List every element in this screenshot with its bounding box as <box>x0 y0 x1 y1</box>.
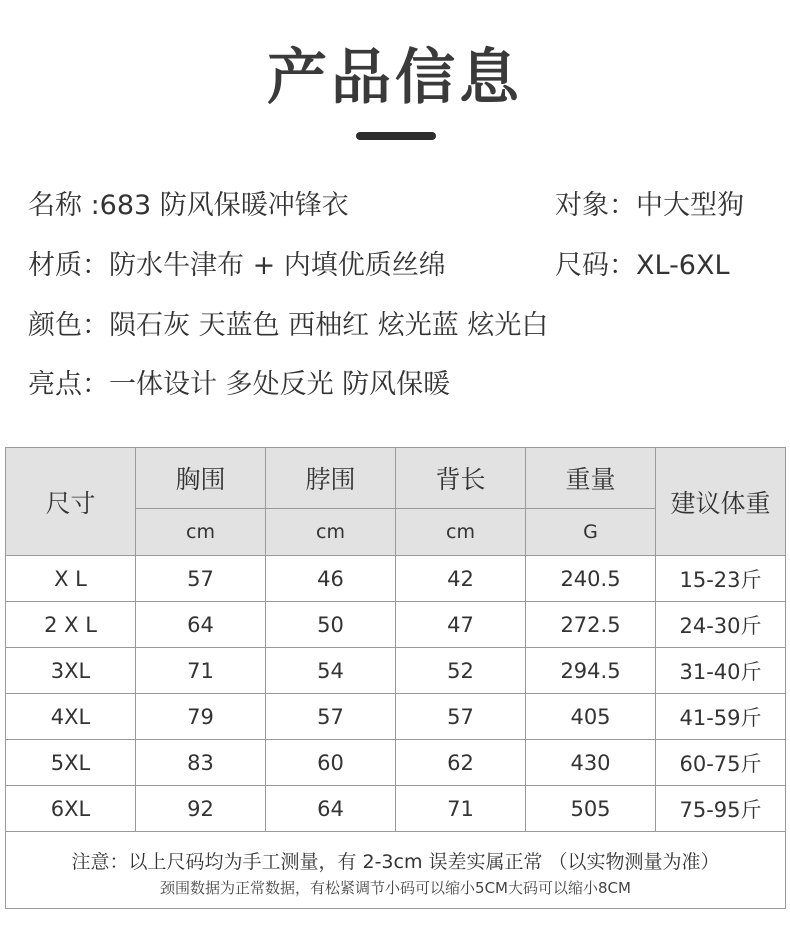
cell-weight: 430 <box>526 740 656 786</box>
table-row <box>6 602 786 648</box>
unit-chest: cm <box>136 509 266 556</box>
cell-back-length: 57 <box>396 694 526 740</box>
cell-chest: 92 <box>136 786 266 832</box>
cell-back-length: 52 <box>396 648 526 694</box>
info-colors: 颜色：陨石灰 天蓝色 西柚红 炫光蓝 炫光白 <box>28 310 549 341</box>
table-row <box>6 740 786 786</box>
cell-suggested-weight: 41-59斤 <box>656 694 786 740</box>
cell-suggested-weight: 31-40斤 <box>656 648 786 694</box>
table-note <box>6 832 786 909</box>
size-table <box>5 447 786 909</box>
cell-suggested-weight: 60-75斤 <box>656 740 786 786</box>
cell-neck: 60 <box>266 740 396 786</box>
cell-chest: 71 <box>136 648 266 694</box>
unit-back-length: cm <box>396 509 526 556</box>
header-chest: 胸围 <box>136 448 266 509</box>
table-row <box>6 786 786 832</box>
cell-chest: 57 <box>136 556 266 602</box>
cell-weight: 405 <box>526 694 656 740</box>
title-underline <box>356 132 436 140</box>
cell-suggested-weight: 75-95斤 <box>656 786 786 832</box>
cell-weight: 240.5 <box>526 556 656 602</box>
info-highlights: 亮点：一体设计 多处反光 防风保暖 <box>28 369 451 400</box>
cell-back-length: 47 <box>396 602 526 648</box>
info-size-range: 尺码：XL-6XL <box>555 250 730 281</box>
cell-back-length: 71 <box>396 786 526 832</box>
cell-weight: 294.5 <box>526 648 656 694</box>
cell-back-length: 42 <box>396 556 526 602</box>
table-row <box>6 694 786 740</box>
cell-neck: 57 <box>266 694 396 740</box>
neck-adjust-note: 颈围数据为正常数据，有松紧调节小码可以缩小5CM大码可以缩小8CM <box>160 879 631 897</box>
page-title: 产品信息 <box>267 43 523 113</box>
info-name: 名称 :683 防风保暖冲锋衣 <box>28 190 349 221</box>
cell-size: 3XL <box>6 648 136 694</box>
cell-chest: 79 <box>136 694 266 740</box>
info-material: 材质：防水牛津布 + 内填优质丝绵 <box>28 250 446 281</box>
cell-weight: 272.5 <box>526 602 656 648</box>
cell-back-length: 62 <box>396 740 526 786</box>
cell-neck: 46 <box>266 556 396 602</box>
header-back-length: 背长 <box>396 448 526 509</box>
cell-neck: 50 <box>266 602 396 648</box>
cell-suggested-weight: 24-30斤 <box>656 602 786 648</box>
measurement-note: 注意：以上尺码均为手工测量，有 2-3cm 误差实属正常 （以实物测量为准） <box>71 851 720 873</box>
header-weight: 重量 <box>526 448 656 509</box>
cell-neck: 64 <box>266 786 396 832</box>
table-row <box>6 556 786 602</box>
unit-weight: G <box>526 509 656 556</box>
header-neck: 脖围 <box>266 448 396 509</box>
info-target: 对象：中大型狗 <box>555 190 744 221</box>
cell-chest: 83 <box>136 740 266 786</box>
cell-chest: 64 <box>136 602 266 648</box>
header-suggested-weight: 建议体重 <box>656 448 786 556</box>
cell-weight: 505 <box>526 786 656 832</box>
cell-size: 2 X L <box>6 602 136 648</box>
header-size: 尺寸 <box>6 448 136 556</box>
unit-neck: cm <box>266 509 396 556</box>
cell-size: X L <box>6 556 136 602</box>
cell-size: 5XL <box>6 740 136 786</box>
cell-suggested-weight: 15-23斤 <box>656 556 786 602</box>
cell-neck: 54 <box>266 648 396 694</box>
table-row <box>6 648 786 694</box>
cell-size: 4XL <box>6 694 136 740</box>
cell-size: 6XL <box>6 786 136 832</box>
table-note-row <box>6 832 786 909</box>
table-header-row <box>6 448 786 509</box>
